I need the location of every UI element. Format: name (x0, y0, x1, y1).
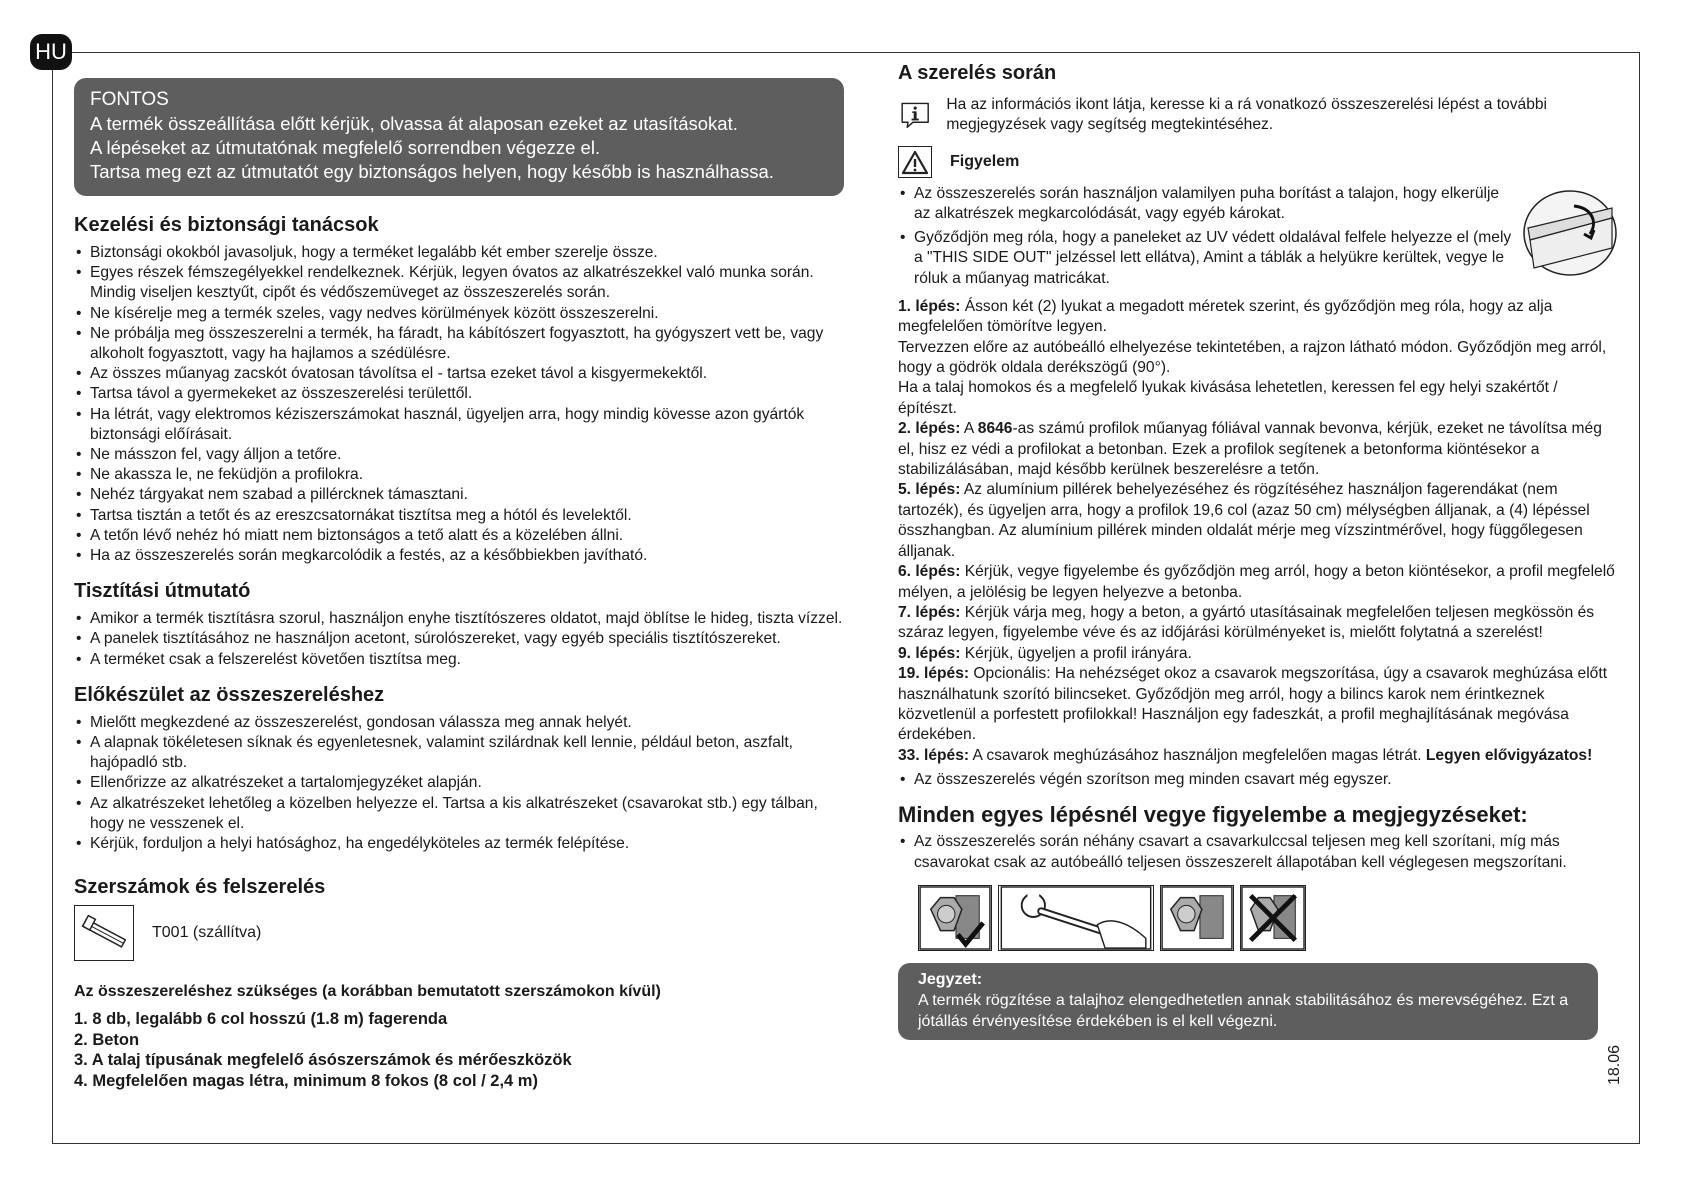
right-column (898, 62, 1620, 1040)
list-item: • A terméket csak a felszerelést követően tisztítsa meg. (74, 650, 844, 670)
note-title: Jegyzet: (918, 970, 983, 988)
list-item: • Az összeszerelés során használjon valamilyen puha borítást a talajon, hogy elkerülje az alkatrészek megkarcolódását, vagy egyéb károkat. (898, 184, 1518, 224)
list-item: • A tetőn lévő nehéz hó miatt nem biztonságos a tető alatt és a közelében állni. (74, 526, 844, 546)
step: Ha a talaj homokos és a megfelelő lyukak kivásása lehetetlen, keressen fel egy helyi szakértőt / építészt. (898, 379, 1558, 417)
step (898, 297, 1620, 338)
list-item: • Ha az összeszerelés során megkarcolódik a festés, az a későbbiekben javítható. (74, 546, 844, 566)
steps-list (898, 297, 1620, 791)
required-item: 1. 8 db, legalább 6 col hosszú (1.8 m) fagerenda (74, 1010, 448, 1029)
important-line: A termék összeállítása előtt kérjük, olvassa át alaposan ezeket az utasításokat. (90, 113, 738, 134)
preparation-section (74, 684, 844, 854)
step-text: Opcionális: Ha nehézséget okoz a csavarok megszorítása, úgy a csavarok meghúzása előtt használhatunk szorító bilincseket. Győződjön meg arról, hogy a bilincs karok nem érintkeznek közvetlenül a porfestett profilokkal! Használjon egy fadeszkát, a profil meghajlításának megóvása érdekében. (898, 665, 1608, 744)
step: 2. lépés: A 8646-as számú profilok műanyag fóliával vannak bevonva, kérjük, ezeket ne távolítsa még el, hisz ez védi a profilokat a betonban. Ezek a profilok segítenek a betonforma kiöntésekor a stabilizálásában, majd később kerülnek beszerelésre a tetőn. (898, 420, 1602, 479)
step (898, 644, 1620, 664)
info-icon (900, 95, 930, 135)
list-item: • Az összeszerelés végén szorítson meg minden csavart még egyszer. (898, 770, 1620, 790)
step-text: Az alumínium pillérek behelyezéséhez és rögzítéséhez használjon fagerendákat (nem tartozék), és ügyeljen arra, hogy a profilok 19,6 col (azaz 50 cm) mélységben álljanak, a (4) lépéssel összhangban. Az alumínium pillérek minden oldalát mérje meg vízszintmérővel, hogy függőlegesen álljanak. (898, 481, 1590, 560)
wrench-icon (998, 885, 1154, 951)
list-item: • Mielőtt megkezdené az összeszerelést, gondosan válassza meg annak helyét. (74, 713, 844, 733)
step (898, 664, 1620, 746)
section-title: Szerszámok és felszerelés (74, 876, 326, 899)
step-text: Kérjük, ügyeljen a profil irányára. (960, 644, 1192, 662)
list-item: • Amikor a termék tisztításra szorul, használjon enyhe tisztítószeres oldatot, majd öblítse le hideg, tiszta vízzel. (74, 609, 844, 629)
warning-title: Figyelem (950, 152, 1020, 170)
loose-bolt-icon (1160, 885, 1234, 951)
section-title: A szerelés során (898, 62, 1057, 84)
step (898, 562, 1620, 603)
left-column (74, 78, 844, 1091)
info-row (898, 95, 1620, 136)
step-text: Kérjük várja meg, hogy a beton, a gyártó utasításainak megfelelően teljesen megkössön és száraz legyen, figyelembe véve és az időjárási körülményeket is, mielőtt folytatná a szerelést! (898, 603, 1595, 642)
language-badge: HU (30, 34, 72, 70)
list-item: • Tartsa távol a gyermekeket az összeszerelési területtől. (74, 384, 844, 404)
step-label: 5. lépés: (898, 481, 961, 499)
step-label: 19. lépés: (898, 665, 970, 683)
step: Tervezzen előre az autóbeálló elhelyezése tekintetében, a rajzon látható módon. Győződjön meg arról, hogy a gödrök oldala derékszögű (90°). (898, 338, 1607, 377)
list-item: • Az összeszerelés során néhány csavart a csavarkulccsal teljesen meg kell szorítani, míg más csavarokat csak az autóbeálló teljesen összeszerelt állapotában kell véglegesen megszorítani. (898, 832, 1620, 872)
step (898, 480, 1620, 562)
list-item: • Ellenőrizze az alkatrészeket a tartalomjegyzéket alapján. (74, 773, 844, 793)
section-title: Kezelési és biztonsági tanácsok (74, 214, 379, 236)
section-title: Tisztítási útmutató (74, 580, 251, 603)
warning-list-wrap (898, 184, 1620, 289)
version-label: 18.06 (1606, 1044, 1623, 1085)
warning-icon (898, 146, 932, 178)
tightened-bolt-check-icon (918, 885, 992, 951)
important-title: FONTOS (90, 89, 169, 110)
step-text: Kérjük, vegye figyelembe és győződjön meg arról, hogy a beton kiöntésekor, a profil megfelelő mélyen, a jelölésig be legyen helyezve a betonba. (898, 563, 1615, 601)
step-label: 2. lépés: (898, 420, 961, 438)
list-item: • Ne másszon fel, vagy álljon a tetőre. (74, 445, 844, 465)
step-emphasis: Legyen elővigyázatos! (1425, 746, 1593, 764)
list-item: • Ha létrát, vagy elektromos kéziszerszámokat használ, ügyeljen arra, hogy mindig kövesse azon gyártók biztonsági előírásait. (74, 405, 844, 445)
step-text: -as számú profilok műanyag fóliával vannak bevonva, kérjük, ezeket ne távolítsa még el, hisz ez védi a profilokat a betonban. Ezek a profilok segítenek a betonforma kiöntésekor a stabilizálásában, majd később kerülnek beszerelésre a tetőn. (898, 420, 1602, 479)
important-line: Tartsa meg ezt az útmutatót egy biztonságos helyen, hogy később is használhassa. (90, 161, 774, 182)
required-item: 3. A talaj típusának megfelelő ásószerszámok és mérőeszközök (74, 1051, 572, 1070)
list-item: • Az alkatrészeket lehetőleg a közelben helyezze el. Tartsa a kis alkatrészeket (csavarokat stb.) egy tálban, hogy ne vesszenek el. (74, 794, 844, 834)
every-step-title: Minden egyes lépésnél vegye figyelembe a megjegyzéseket: (898, 802, 1528, 828)
list-item: • Ne próbálja meg összeszerelni a termék, ha fáradt, ha kábítószert fogyasztott, ha gyógyszert vett be, vagy alkoholt fogyasztott, vagy ha hajlamos a szédülésre. (74, 324, 844, 364)
hex-key-icon (74, 905, 134, 961)
note-box (898, 963, 1598, 1040)
list-item: • Tartsa tisztán a tetőt és az ereszcsatornákat tisztítsa meg a hótól és levelektől. (74, 506, 844, 526)
list-item: • Ne akassza le, ne feküdjön a profilokra. (74, 465, 844, 485)
important-line: A lépéseket az útmutatónak megfelelő sorrendben végezze el. (90, 137, 601, 158)
required-list (74, 1009, 844, 1091)
list-item: • A alapnak tökéletesen síknak és egyenletesnek, valamint szilárdnak kell lennie, például beton, aszfalt, hajópadló stb. (74, 733, 844, 773)
not-tightened-bolt-icon (1240, 885, 1306, 951)
warning-row (898, 146, 1620, 178)
step (898, 603, 1620, 644)
step (898, 746, 1620, 766)
tool-label: T001 (szállítva) (152, 924, 262, 942)
step-text: Ásson két (2) lyukat a megadott méretek szerint, és győződjön meg róla, hogy az alja megfelelően tömörítve legyen. (898, 297, 1553, 336)
step-label: 1. lépés: (898, 297, 961, 315)
step-label: 9. lépés: (898, 644, 961, 662)
section-title: Előkészület az összeszereléshez (74, 683, 385, 706)
info-text: Ha az információs ikont látja, keresse ki a rá vonatkozó összeszerelési lépést a további megjegyzések vagy segítség megtekintéséhez. (946, 96, 1548, 134)
step-text: A csavarok meghúzásához használjon megfelelően magas létrát. (969, 746, 1426, 764)
list-item: • A panelek tisztításához ne használjon acetont, súrolószereket, vagy egyéb speciális tisztítószereket. (74, 629, 844, 649)
panel-sticker-illustration (1520, 188, 1620, 278)
list-item: • Ne kísérelje meg a termék szeles, vagy nedves körülmények között összeszerelni. (74, 304, 844, 324)
required-item: 4. Megfelelően magas létra, minimum 8 fokos (8 col / 2,4 m) (74, 1071, 538, 1090)
required-title: Az összeszereléshez szükséges (a korábban bemutatott szerszámokon kívül) (74, 983, 661, 1001)
required-item: 2. Beton (74, 1030, 140, 1049)
step-label: 6. lépés: (898, 563, 961, 581)
list-item: • Egyes részek fémszegélyekkel rendelkeznek. Kérjük, legyen óvatos az alkatrészekkel való munka során. Mindig viseljen kesztyűt, cipőt és védőszemüveget az összeszerelés során. (74, 263, 844, 303)
safety-section (74, 214, 844, 566)
model-number: 8646 (977, 420, 1013, 438)
important-box (74, 78, 844, 196)
step-label: 7. lépés: (898, 603, 961, 621)
list-item: • Győződjön meg róla, hogy a paneleket az UV védett oldalával felfele helyezze el (mely a "THIS SIDE OUT" jelzéssel lett ellátva), Amint a táblák a helyükre kerültek, vegye le róluk a műanyag matricákat. (898, 228, 1518, 289)
list-item: • Kérjük, forduljon a helyi hatósághoz, ha engedélyköteles az termék felépítése. (74, 834, 844, 854)
list-item: • Biztonsági okokból javasoljuk, hogy a terméket legalább két ember szerelje össze. (74, 243, 844, 263)
tool-row (74, 905, 844, 961)
step-label: 33. lépés: (898, 746, 970, 764)
list-item: • Az összes műanyag zacskót óvatosan távolítsa el - tartsa ezeket távol a kisgyermekektől. (74, 364, 844, 384)
note-text: A termék rögzítése a talajhoz elengedhetetlen annak stabilitásához és merevségéhez. Ezt a jótállás érvényesítése érdekében is el kell végezni. (918, 991, 1569, 1030)
bolt-pictograms (918, 885, 1620, 951)
list-item: • Nehéz tárgyakat nem szabad a pillércknek támasztani. (74, 485, 844, 505)
tools-section (74, 876, 844, 1091)
cleaning-section (74, 580, 844, 670)
